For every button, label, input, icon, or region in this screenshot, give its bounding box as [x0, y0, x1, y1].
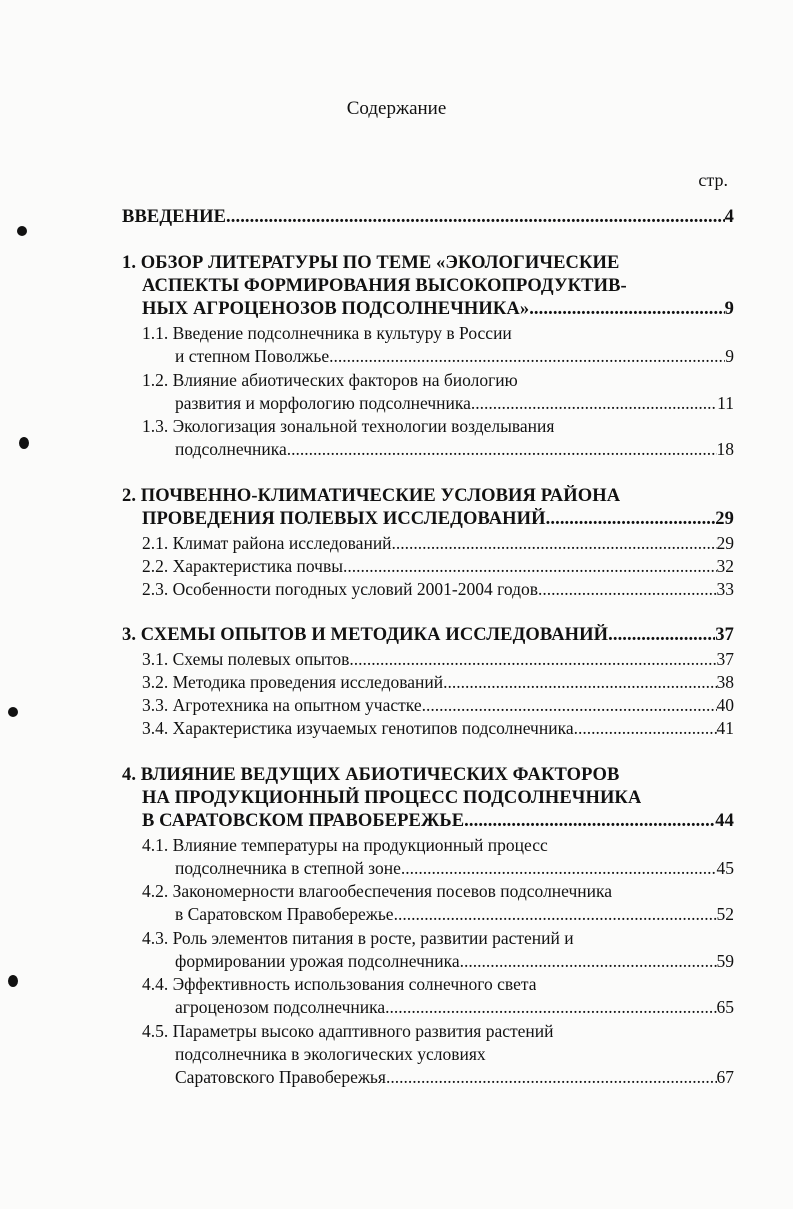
- toc-chapter-3: 3. СХЕМЫ ОПЫТОВ И МЕТОДИКА ИССЛЕДОВАНИЙ ..... 37: [122, 624, 734, 646]
- binding-hole-mark: [17, 226, 27, 236]
- toc-section-2-2: 2.2. Характеристика почвы ..... 32: [142, 555, 734, 577]
- toc-section-1-3-line-1: 1.3. Экологизация зональной технологии возделывания: [142, 416, 555, 436]
- toc-chapter-1-line-1: 1. ОБЗОР ЛИТЕРАТУРЫ ПО ТЕМЕ «ЭКОЛОГИЧЕСКИЕ: [122, 253, 620, 273]
- toc-chapter-2-line-1: 2. ПОЧВЕННО-КЛИМАТИЧЕСКИЕ УСЛОВИЯ РАЙОНА: [122, 486, 621, 506]
- binding-hole-mark: [8, 975, 18, 987]
- toc-section-3-1: 3.1. Схемы полевых опытов ..... 37: [142, 648, 734, 670]
- toc-section-1-2-line-2: развития и морфологию подсолнечника ..... 11: [175, 392, 734, 414]
- toc-chapter-4-line-3: В САРАТОВСКОМ ПРАВОБЕРЕЖЬЕ ..... 44: [142, 810, 734, 832]
- toc-section-1-2-line-1: 1.2. Влияние абиотических факторов на биологию: [142, 370, 518, 390]
- toc-section-4-2-line-2: в Саратовском Правобережье ..... 52: [175, 903, 734, 925]
- toc-section-3-3: 3.3. Агротехника на опытном участке ..... 40: [142, 694, 734, 716]
- toc-chapter-4-line-1: 4. ВЛИЯНИЕ ВЕДУЩИХ АБИОТИЧЕСКИХ ФАКТОРОВ: [122, 765, 620, 785]
- toc-chapter-1-line-3: НЫХ АГРОЦЕНОЗОВ ПОДСОЛНЕЧНИКА» ..... 9: [142, 298, 734, 320]
- toc-section-3-4: 3.4. Характеристика изучаемых генотипов подсолнечника ..... 41: [142, 717, 734, 739]
- toc-section-4-4-line-1: 4.4. Эффективность использования солнечного света: [142, 974, 537, 994]
- toc-entry-intro: ВВЕДЕНИЕ ..... 4: [122, 206, 734, 228]
- toc-section-1-1-line-1: 1.1. Введение подсолнечника в культуру в России: [142, 323, 512, 343]
- toc-section-4-5-line-3: Саратовского Правобережья ..... 67: [175, 1066, 734, 1088]
- binding-hole-mark: [19, 437, 29, 449]
- toc-section-2-3: 2.3. Особенности погодных условий 2001-2004 годов ..... 33: [142, 578, 734, 600]
- toc-section-4-5-line-2: подсолнечника в экологических условиях: [175, 1044, 486, 1064]
- toc-section-1-1-line-2: и степном Поволжье ..... 9: [175, 345, 734, 367]
- page-column-label: стр.: [698, 170, 728, 190]
- binding-hole-mark: [8, 707, 18, 717]
- toc-section-4-3-line-1: 4.3. Роль элементов питания в росте, развитии растений и: [142, 928, 574, 948]
- toc-section-4-2-line-1: 4.2. Закономерности влагообеспечения посевов подсолнечника: [142, 881, 613, 901]
- toc-chapter-2-line-2: ПРОВЕДЕНИЯ ПОЛЕВЫХ ИССЛЕДОВАНИЙ ..... 29: [142, 508, 734, 530]
- page-title: Содержание: [346, 98, 447, 119]
- toc-section-4-5-line-1: 4.5. Параметры высоко адаптивного развития растений: [142, 1021, 554, 1041]
- toc-chapter-1-line-2: АСПЕКТЫ ФОРМИРОВАНИЯ ВЫСОКОПРОДУКТИВ-: [142, 276, 627, 296]
- toc-section-3-2: 3.2. Методика проведения исследований ..... 38: [142, 671, 734, 693]
- toc-section-1-3-line-2: подсолнечника ..... 18: [175, 438, 734, 460]
- toc-section-4-1-line-1: 4.1. Влияние температуры на продукционный процесс: [142, 835, 548, 855]
- toc-section-4-4-line-2: агроценозом подсолнечника ..... 65: [175, 996, 734, 1018]
- toc-section-2-1: 2.1. Климат района исследований ..... 29: [142, 532, 734, 554]
- toc-chapter-4-line-2: НА ПРОДУКЦИОННЫЙ ПРОЦЕСС ПОДСОЛНЕЧНИКА: [142, 788, 642, 808]
- toc-section-4-1-line-2: подсолнечника в степной зоне ..... 45: [175, 857, 734, 879]
- toc-section-4-3-line-2: формировании урожая подсолнечника ..... 59: [175, 950, 734, 972]
